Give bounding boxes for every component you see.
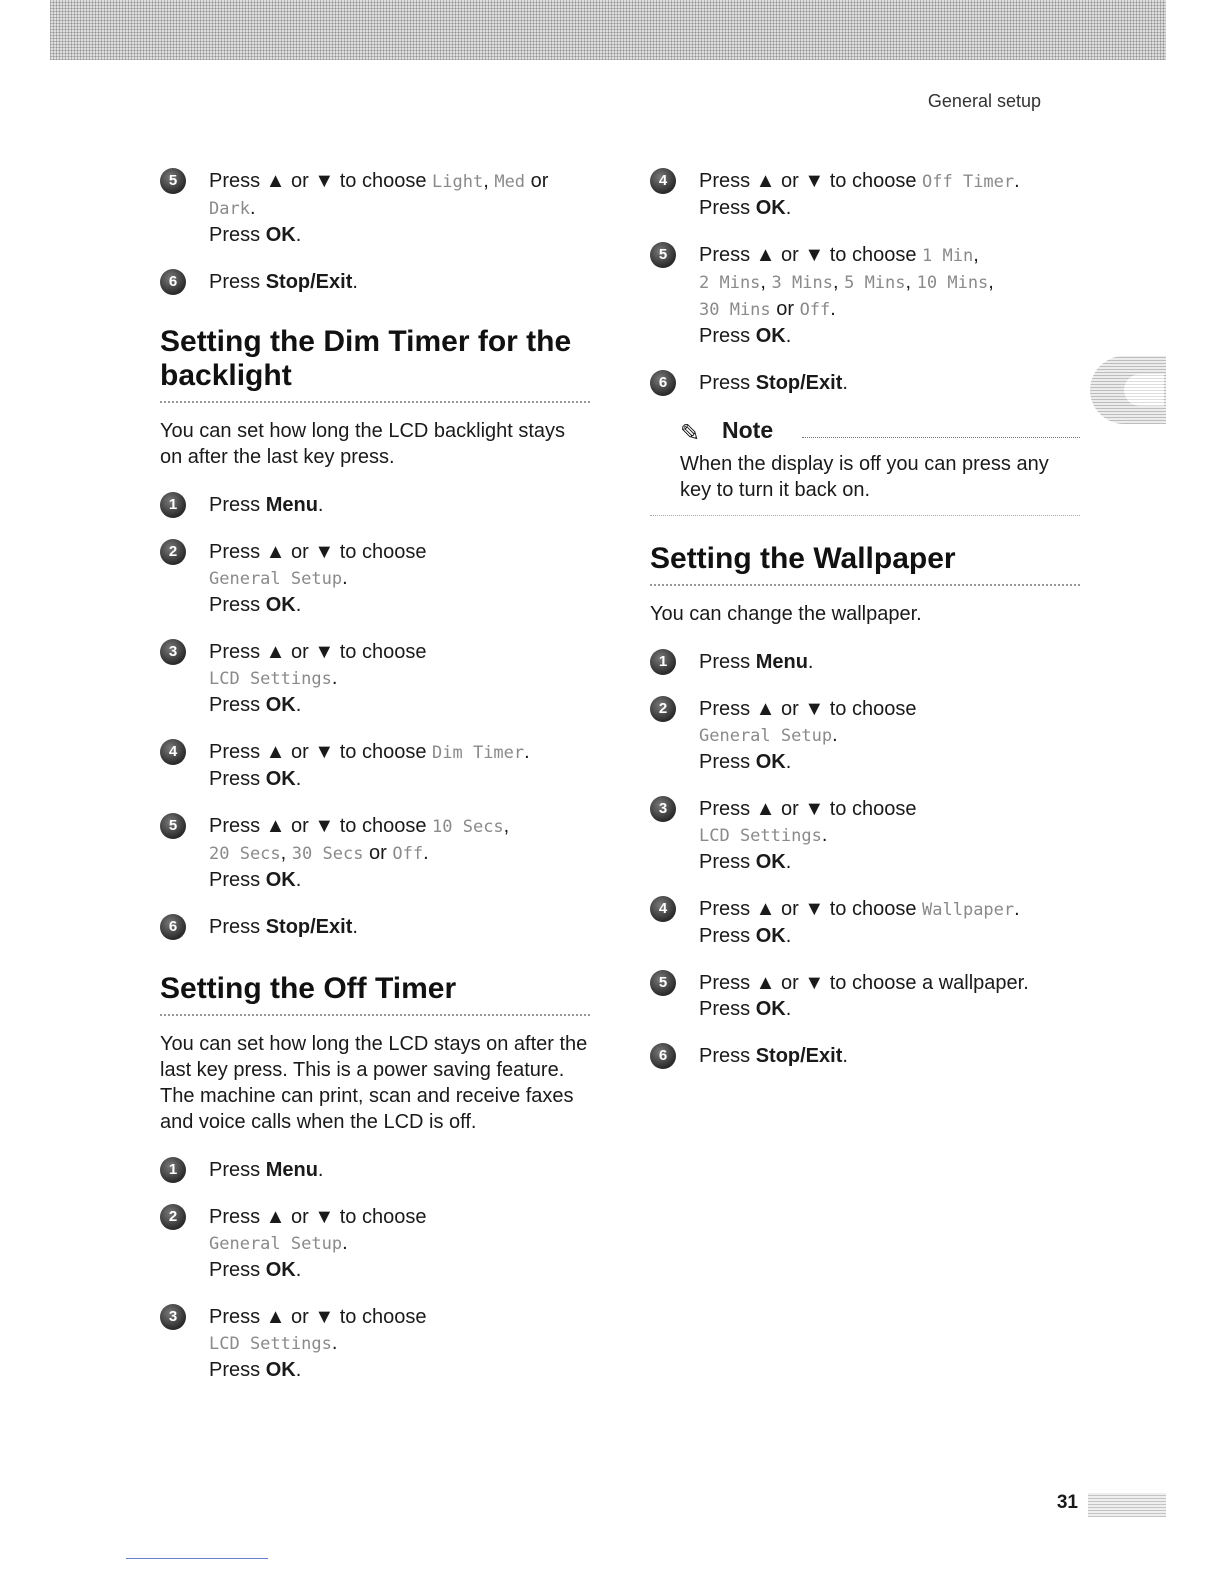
step-2: 2 Press ▲ or ▼ to choose General Setup. Press OK. <box>650 696 1080 775</box>
step-number-icon: 4 <box>650 168 676 194</box>
page-number: 31 <box>1056 1492 1078 1513</box>
key-name: OK <box>755 325 786 347</box>
step-3: 3 Press ▲ or ▼ to choose LCD Settings. Press OK. <box>650 796 1080 875</box>
lcd-option: 20 Secs <box>209 844 281 864</box>
step-number-icon: 3 <box>160 639 186 665</box>
key-name: OK <box>265 869 296 891</box>
key-name: OK <box>265 1359 296 1381</box>
step-5: 5 Press ▲ or ▼ to choose a wallpaper. Press OK. <box>650 970 1080 1022</box>
note-pencil-icon: ✎ <box>680 420 701 447</box>
key-name: OK <box>755 197 786 219</box>
step-number-icon: 3 <box>650 796 676 822</box>
key-name: OK <box>265 594 296 616</box>
key-name: OK <box>265 694 296 716</box>
key-name: Menu <box>265 1159 318 1181</box>
lcd-option: 2 Mins <box>699 273 761 293</box>
step-5: 5 Press ▲ or ▼ to choose 10 Secs, 20 Secs, 30 Secs or Off. Press OK. <box>160 813 590 893</box>
key-name: OK <box>265 224 296 246</box>
step-6: 6 Press Stop/Exit. <box>650 1043 1080 1069</box>
lcd-option: 1 Min <box>922 246 974 266</box>
key-name: OK <box>755 925 786 947</box>
section-title-dim-timer: Setting the Dim Timer for the backlight <box>160 325 590 403</box>
lcd-option: 30 Secs <box>291 844 364 864</box>
step-6: 6 Press Stop/Exit. <box>160 914 590 940</box>
lcd-option: 3 Mins <box>771 273 833 293</box>
lcd-option: Off Timer <box>922 172 1015 192</box>
step-number-icon: 2 <box>160 539 186 565</box>
lcd-option: LCD Settings <box>699 826 822 846</box>
key-name: OK <box>755 851 786 873</box>
section-title-off-timer: Setting the Off Timer <box>160 972 590 1016</box>
header-pattern-bar <box>50 0 1166 60</box>
step-1: 1 Press Menu. <box>160 1157 590 1183</box>
step-6: 6 Press Stop/Exit. <box>650 370 1080 396</box>
step-number-icon: 1 <box>650 649 676 675</box>
footer-line <box>126 1558 268 1559</box>
step-number-icon: 1 <box>160 492 186 518</box>
key-name: Menu <box>755 651 808 673</box>
step-3: 3 Press ▲ or ▼ to choose LCD Settings. Press OK. <box>160 1304 590 1383</box>
step-1: 1 Press Menu. <box>650 649 1080 675</box>
step-5: 5 Press ▲ or ▼ to choose 1 Min, 2 Mins, 3 Mins, 5 Mins, 10 Mins, 30 Mins or Off. Press OK. <box>650 242 1080 349</box>
key-name: Stop/Exit <box>265 271 353 293</box>
step-number-icon: 2 <box>650 696 676 722</box>
section-intro: You can set how long the LCD backlight stays on after the last key press. <box>160 420 566 468</box>
lcd-option: Off <box>392 844 424 864</box>
section-intro: You can set how long the LCD stays on after the last key press. This is a power saving feature. The machine can print, scan and receive faxes and voice calls when the LCD is off. <box>160 1033 588 1133</box>
key-name: Stop/Exit <box>755 372 843 394</box>
running-head: General setup <box>927 91 1041 111</box>
step-number-icon: 3 <box>160 1304 186 1330</box>
lcd-option: Med <box>494 172 526 192</box>
note-box <box>650 417 1080 516</box>
key-name: OK <box>265 1259 296 1281</box>
lcd-option: General Setup <box>209 569 343 589</box>
step-number-icon: 5 <box>650 242 676 268</box>
step-2: 2 Press ▲ or ▼ to choose General Setup. Press OK. <box>160 1204 590 1283</box>
lcd-option: General Setup <box>699 726 833 746</box>
step-number-icon: 1 <box>160 1157 186 1183</box>
step-4: 4 Press ▲ or ▼ to choose Off Timer. Press OK. <box>650 168 1080 221</box>
step-4: 4 Press ▲ or ▼ to choose Dim Timer. Press OK. <box>160 739 590 792</box>
lcd-option: LCD Settings <box>209 1334 332 1354</box>
step-number-icon: 5 <box>160 168 186 194</box>
step-number-icon: 6 <box>160 269 186 295</box>
page-number-tab <box>1088 1493 1166 1517</box>
step-5-brightness: 5 Press ▲ or ▼ to choose Light, Med or Dark. Press OK. <box>160 168 590 248</box>
note-text: When the display is off you can press any key to turn it back on. <box>680 453 1049 501</box>
step-number-icon: 4 <box>650 896 676 922</box>
key-name: Menu <box>265 494 318 516</box>
step-number-icon: 5 <box>650 970 676 996</box>
lcd-option: Light <box>432 172 484 192</box>
step-1: 1 Press Menu. <box>160 492 590 518</box>
step-6-stop: 6 Press Stop/Exit. <box>160 269 590 295</box>
note-title: Note <box>722 417 774 443</box>
step-4: 4 Press ▲ or ▼ to choose Wallpaper. Press OK. <box>650 896 1080 949</box>
lcd-option: Off <box>799 300 831 320</box>
left-column <box>160 168 590 1404</box>
lcd-option: 5 Mins <box>844 273 906 293</box>
key-name: Stop/Exit <box>755 1045 843 1067</box>
key-name: Stop/Exit <box>265 916 353 938</box>
step-number-icon: 5 <box>160 813 186 839</box>
step-number-icon: 6 <box>650 1043 676 1069</box>
note-divider <box>802 437 1080 438</box>
key-name: OK <box>755 751 786 773</box>
key-name: OK <box>755 998 786 1020</box>
lcd-option: 10 Mins <box>916 273 989 293</box>
note-header <box>680 417 1080 447</box>
chapter-tab <box>1090 356 1166 424</box>
step-number-icon: 6 <box>160 914 186 940</box>
lcd-option: Dim Timer <box>432 743 525 763</box>
lcd-option: 30 Mins <box>699 300 771 320</box>
lcd-option: Wallpaper <box>922 900 1015 920</box>
lcd-option: Dark <box>209 199 250 219</box>
step-number-icon: 6 <box>650 370 676 396</box>
step-2: 2 Press ▲ or ▼ to choose General Setup. Press OK. <box>160 539 590 618</box>
section-title-wallpaper: Setting the Wallpaper <box>650 542 1080 586</box>
key-name: OK <box>265 768 296 790</box>
lcd-option: 10 Secs <box>432 817 504 837</box>
lcd-option: General Setup <box>209 1234 343 1254</box>
right-column <box>650 168 1080 1090</box>
step-number-icon: 4 <box>160 739 186 765</box>
step-3: 3 Press ▲ or ▼ to choose LCD Settings. Press OK. <box>160 639 590 718</box>
step-number-icon: 2 <box>160 1204 186 1230</box>
lcd-option: LCD Settings <box>209 669 332 689</box>
section-intro: You can change the wallpaper. <box>650 603 922 625</box>
